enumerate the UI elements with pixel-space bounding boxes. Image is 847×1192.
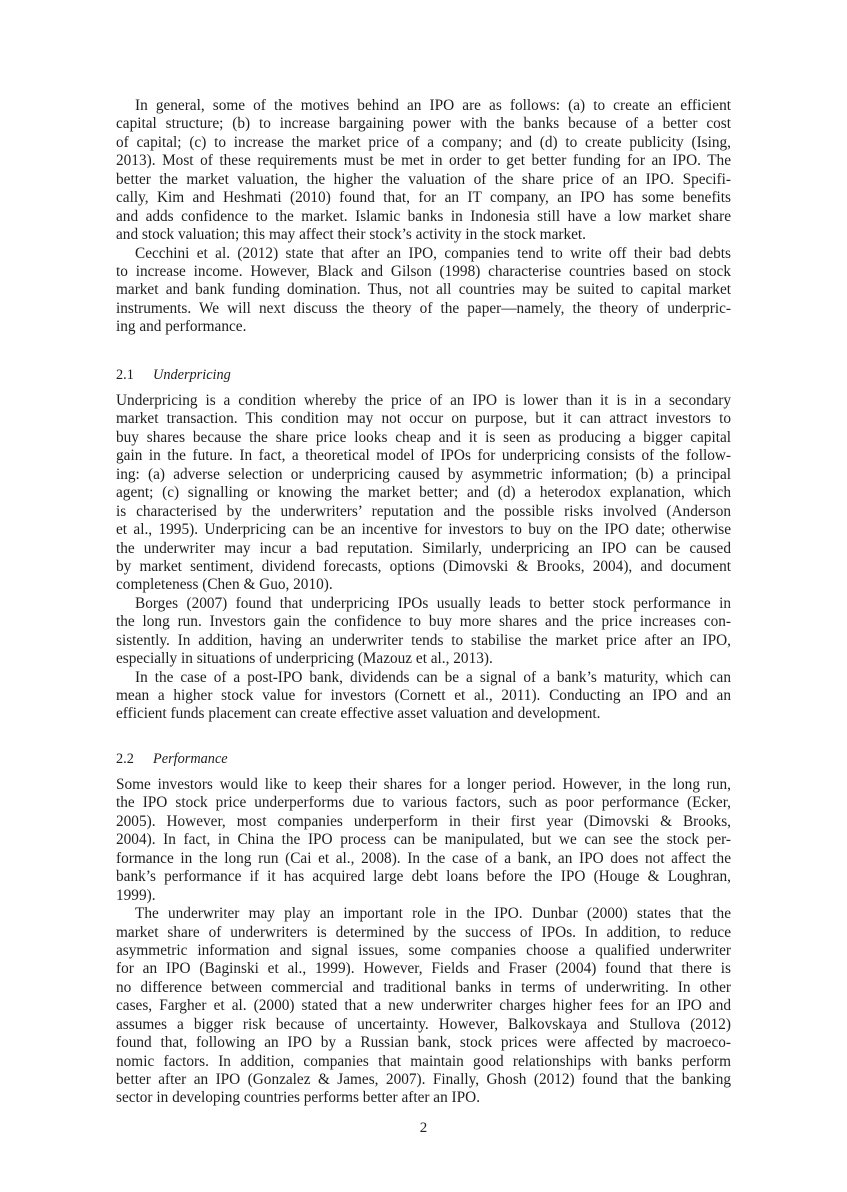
text-line: efficient funds placement can create effective asset valuation and development.	[116, 705, 601, 723]
text-line: et al., 1995). Underpricing can be an incentive for investors to buy on the IPO date; otherwise	[116, 521, 731, 539]
text-line: 1999).	[116, 886, 156, 904]
text-line: assumes a bigger risk because of uncertainty. However, Balkovskaya and Stullova (2012)	[116, 1015, 731, 1033]
text-line: gain in the future. In fact, a theoretical model of IPOs for underpricing consists of the follow-	[116, 447, 731, 465]
text-line: mean a higher stock value for investors (Cornett et al., 2011). Conducting an IPO and an	[116, 687, 731, 704]
text-line: Borges (2007) found that underpricing IPOs usually leads to better stock performance in	[135, 594, 731, 612]
page-number: 2	[419, 1120, 428, 1136]
section-title: Performance	[153, 751, 228, 767]
text-line: the long run. Investors gain the confidence to buy more shares and the price increases con-	[116, 613, 731, 631]
text-line: found that, following an IPO by a Russian bank, stock prices were affected by macroeco-	[116, 1034, 731, 1052]
text-line: and stock valuation; this may affect their stock’s activity in the stock market.	[116, 226, 586, 244]
section-number: 2.1	[116, 367, 134, 383]
text-line: The underwriter may play an important role in the IPO. Dunbar (2000) states that the	[135, 905, 731, 923]
intro-text	[116, 97, 731, 337]
text-line: cally, Kim and Heshmati (2010) found that, for an IT company, an IPO has some benefits	[116, 189, 731, 207]
text-line: no difference between commercial and traditional banks in terms of underwriting. In other	[116, 978, 731, 996]
performance-text	[116, 776, 731, 1108]
underpricing-text	[116, 392, 731, 724]
paragraph	[116, 392, 731, 595]
section-heading-performance	[116, 750, 228, 768]
text-line: asymmetric information and signal issues, some companies choose a qualified underwriter	[116, 941, 731, 959]
text-line: for an IPO (Baginski et al., 1999). However, Fields and Fraser (2004) found that there is	[116, 960, 731, 978]
text-line: sistently. In addition, having an underwriter tends to stabilise the market price after an IPO,	[116, 631, 731, 649]
text-line: better the market valuation, the higher the valuation of the share price of an IPO. Specifi-	[116, 170, 731, 188]
paragraph	[116, 669, 731, 724]
section-title: Underpricing	[153, 367, 231, 383]
text-line: the underwriter may incur a bad reputation. Similarly, underpricing an IPO can be caused	[116, 539, 731, 557]
text-line: of capital; (c) to increase the market price of a company; and (d) to create publicity (Ising,	[116, 133, 731, 151]
text-line: buy shares because the share price looks cheap and it is seen as producing a bigger capital	[116, 428, 731, 446]
text-line: ing: (a) adverse selection or underpricing caused by asymmetric information; (b) a principal	[116, 465, 731, 483]
text-line: market and bank funding domination. Thus, not all countries may be suited to capital market	[116, 281, 731, 299]
text-line: instruments. We will next discuss the theory of the paper—namely, the theory of underpric-	[116, 299, 731, 317]
text-line: better after an IPO (Gonzalez & James, 2007). Finally, Ghosh (2012) found that the banking	[116, 1071, 731, 1088]
text-line: formance in the long run (Cai et al., 2008). In the case of a bank, an IPO does not affect the	[116, 849, 731, 867]
text-line: cases, Fargher et al. (2000) stated that a new underwriter charges higher fees for an IPO and	[116, 997, 731, 1015]
text-line: In the case of a post-IPO bank, dividends can be a signal of a bank’s maturity, which can	[135, 668, 731, 686]
text-line: nomic factors. In addition, companies that maintain good relationships with banks perform	[116, 1052, 731, 1070]
text-line: ing and performance.	[116, 318, 247, 336]
text-line: capital structure; (b) to increase bargaining power with the banks because of a better cost	[116, 115, 731, 133]
text-line: In general, some of the motives behind an IPO are as follows: (a) to create an efficient	[135, 97, 731, 114]
paragraph	[116, 776, 731, 905]
text-line: market transaction. This condition may not occur on purpose, but it can attract investors to	[116, 410, 731, 428]
text-line: Underpricing is a condition whereby the price of an IPO is lower than it is in a secondary	[116, 392, 731, 409]
text-line: completeness (Chen & Guo, 2010).	[116, 576, 333, 594]
text-line: by market sentiment, dividend forecasts, options (Dimovski & Brooks, 2004), and document	[116, 557, 731, 575]
paragraph	[116, 97, 731, 245]
text-line: the IPO stock price underperforms due to various factors, such as poor performance (Ecker,	[116, 794, 731, 812]
text-line: market share of underwriters is determined by the success of IPOs. In addition, to reduce	[116, 923, 731, 941]
text-line: is characterised by the underwriters’ reputation and the possible risks involved (Anderson	[116, 502, 731, 520]
section-heading-underpricing	[116, 366, 231, 384]
text-line: Some investors would like to keep their shares for a longer period. However, in the long run,	[116, 776, 731, 793]
paragraph	[116, 905, 731, 1108]
paragraph	[116, 595, 731, 669]
text-line: 2005). However, most companies underperform in their first year (Dimovski & Brooks,	[116, 812, 731, 830]
text-line: sector in developing countries performs better after an IPO.	[116, 1089, 481, 1107]
paragraph	[116, 245, 731, 337]
text-line: 2013). Most of these requirements must be met in order to get better funding for an IPO. The	[116, 152, 731, 170]
text-line: and adds confidence to the market. Islamic banks in Indonesia still have a low market share	[116, 207, 731, 225]
text-line: bank’s performance if it has acquired large debt loans before the IPO (Houge & Loughran,	[116, 868, 731, 886]
section-number: 2.2	[116, 751, 134, 767]
text-line: 2004). In fact, in China the IPO process can be manipulated, but we can see the stock per-	[116, 831, 731, 849]
text-line: agent; (c) signalling or knowing the market better; and (d) a heterodox explanation, which	[116, 484, 731, 502]
text-line: to increase income. However, Black and Gilson (1998) characterise countries based on stock	[116, 262, 731, 280]
text-line: especially in situations of underpricing (Mazouz et al., 2013).	[116, 650, 493, 668]
text-line: Cecchini et al. (2012) state that after an IPO, companies tend to write off their bad debts	[135, 244, 731, 262]
